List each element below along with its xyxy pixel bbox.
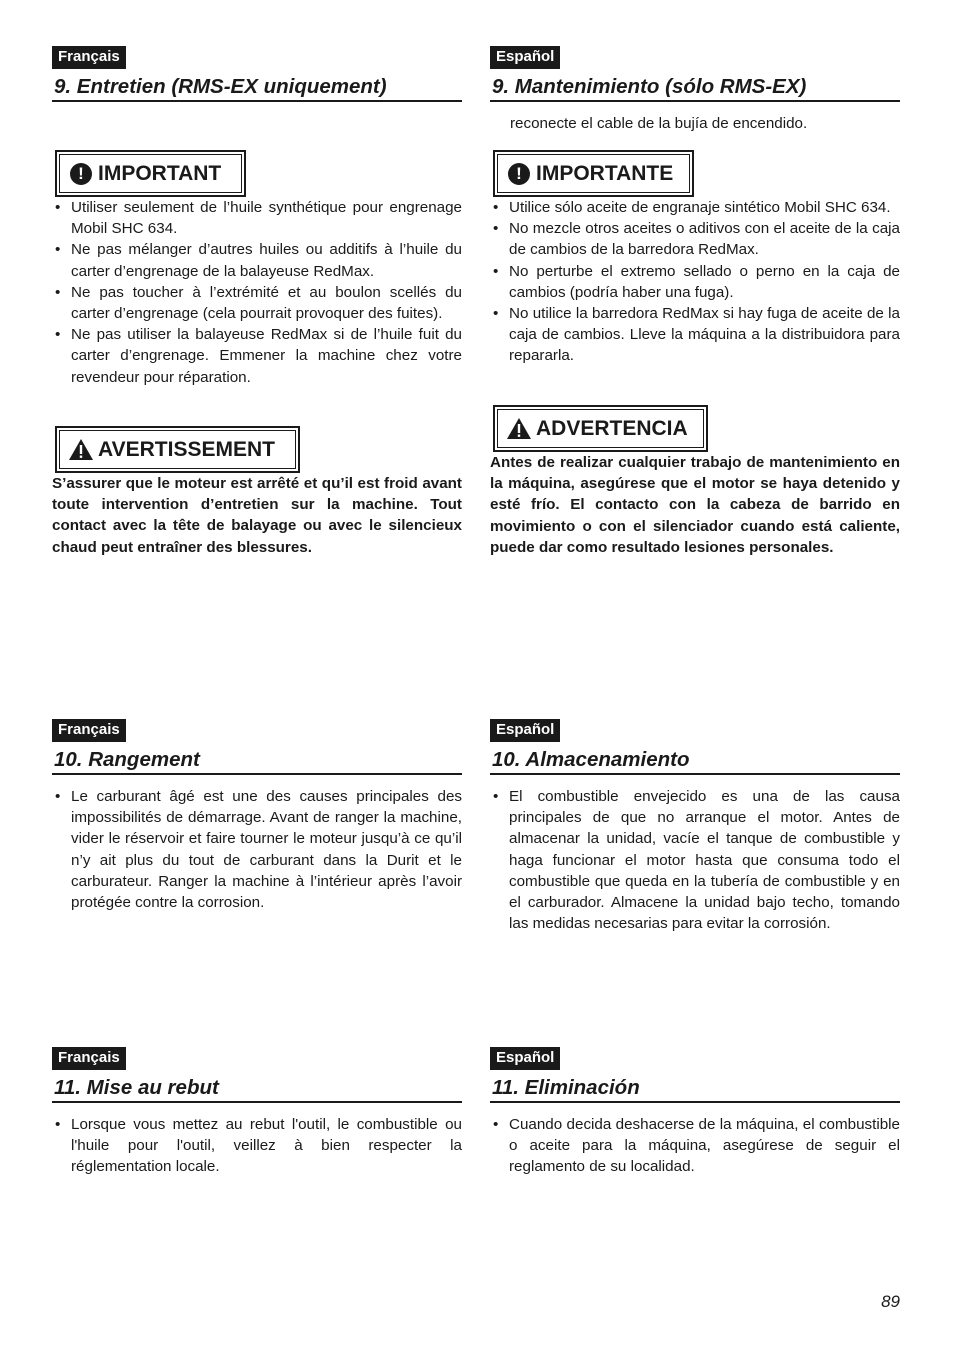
- warning-triangle-icon: [68, 438, 94, 461]
- section-heading: 11. Eliminación: [490, 1075, 900, 1103]
- important-notice: [55, 150, 246, 197]
- language-tag: Español: [490, 1047, 560, 1070]
- section-heading: 10. Almacenamiento: [490, 747, 900, 775]
- section-11-spanish: [490, 1047, 900, 1187]
- list-item: • Ne pas utiliser la balayeuse RedMax si de l’huile fuit du carter d’engrenage. Emmener la machine chez votre revendeur pour réparation.: [52, 324, 462, 388]
- warning-notice: [493, 405, 708, 452]
- section-10-french: [52, 719, 462, 939]
- intro-text: reconecte el cable de la bujía de encendido.: [510, 115, 808, 132]
- list-item: • El combustible envejecido es una de las causa principales de que no arranque el motor. Antes de almacenar la unidad, vacíe el tanque de combustible y haga funcionar el motor hasta que consuma todo el combustible que queda en la tubería de combustible y en el carburador. Almacene la unidad bajo techo, tomando las medidas necesarias para evitar la corrosión.: [490, 786, 900, 934]
- important-label: IMPORTANTE: [536, 161, 674, 185]
- list-item: • No perturbe el extremo sellado o perno en la caja de cambios (podría haber una fuga).: [490, 261, 900, 303]
- warning-text: S’assurer que le moteur est arrêté et qu’il est froid avant toute intervention d’entretien sur la machine. Tout contact avec la tête de balayage ou avec le silencieux chaud peut entraîner des blessures.: [52, 475, 462, 556]
- section-heading: 9. Entretien (RMS-EX uniquement): [52, 74, 462, 102]
- warning-triangle-icon: [506, 417, 532, 440]
- storage-list: [490, 786, 900, 934]
- page-number: 89: [881, 1292, 900, 1311]
- disposal-list: [52, 1114, 462, 1178]
- section-heading: 11. Mise au rebut: [52, 1075, 462, 1103]
- language-tag: Français: [52, 1047, 126, 1070]
- list-item: • Cuando decida deshacerse de la máquina, el combustible o aceite para la máquina, asegúrese de seguir el reglamento de su localidad.: [490, 1114, 900, 1178]
- exclamation-icon: !: [508, 163, 530, 185]
- language-tag: Français: [52, 719, 126, 742]
- section-heading: 9. Mantenimiento (sólo RMS-EX): [490, 74, 900, 102]
- warning-text: Antes de realizar cualquier trabajo de mantenimiento en la máquina, asegúrese que el motor se haya detenido y esté frío. El contacto con la cabeza de barrido en movimiento o con el silenciador cuando está caliente, puede dar como resultado lesiones personales.: [490, 454, 900, 556]
- list-item: • Utilice sólo aceite de engranaje sintético Mobil SHC 634.: [490, 197, 900, 218]
- language-tag: Français: [52, 46, 126, 69]
- warning-label: AVERTISSEMENT: [98, 437, 275, 461]
- language-tag: Español: [490, 719, 560, 742]
- section-9-spanish: [490, 46, 900, 586]
- section-heading: 10. Rangement: [52, 747, 462, 775]
- language-tag: Español: [490, 46, 560, 69]
- list-item: • Utiliser seulement de l’huile synthétique pour engrenage Mobil SHC 634.: [52, 197, 462, 239]
- section-11-french: [52, 1047, 462, 1187]
- warning-label: ADVERTENCIA: [536, 416, 688, 440]
- list-item: • Ne pas toucher à l’extrémité et au boulon scellés du carter d’engrenage (cela pourrait provoquer des fuites).: [52, 282, 462, 324]
- warning-notice: [55, 426, 300, 473]
- important-list: [490, 197, 900, 367]
- list-item: • Ne pas mélanger d’autres huiles ou additifs à l’huile du carter d’engrenage de la balayeuse RedMax.: [52, 239, 462, 281]
- list-item: • No mezcle otros aceites o aditivos con el aceite de la caja de cambios de la barredora RedMax.: [490, 218, 900, 260]
- list-item: • No utilice la barredora RedMax si hay fuga de aceite de la caja de cambios. Lleve la máquina a la distribuidora para repararla.: [490, 303, 900, 367]
- important-label: IMPORTANT: [98, 161, 222, 185]
- important-list: [52, 197, 462, 388]
- exclamation-icon: !: [70, 163, 92, 185]
- section-10-spanish: [490, 719, 900, 979]
- section-9-french: [52, 46, 462, 566]
- list-item: • Lorsque vous mettez au rebut l'outil, le combustible ou l'huile pour l'outil, veillez à bien respecter la réglementation locale.: [52, 1114, 462, 1178]
- list-item: • Le carburant âgé est une des causes principales des impossibilités de démarrage. Avant de ranger la machine, vider le réservoir et faire tourner le moteur jusqu’à ce qu’il n’y ait plus du tout de carburant dans la Durit et le carburateur. Ranger la machine à l’intérieur après l’avoir protégée contre la corrosion.: [52, 786, 462, 913]
- disposal-list: [490, 1114, 900, 1178]
- storage-list: [52, 786, 462, 913]
- important-notice: [493, 150, 694, 197]
